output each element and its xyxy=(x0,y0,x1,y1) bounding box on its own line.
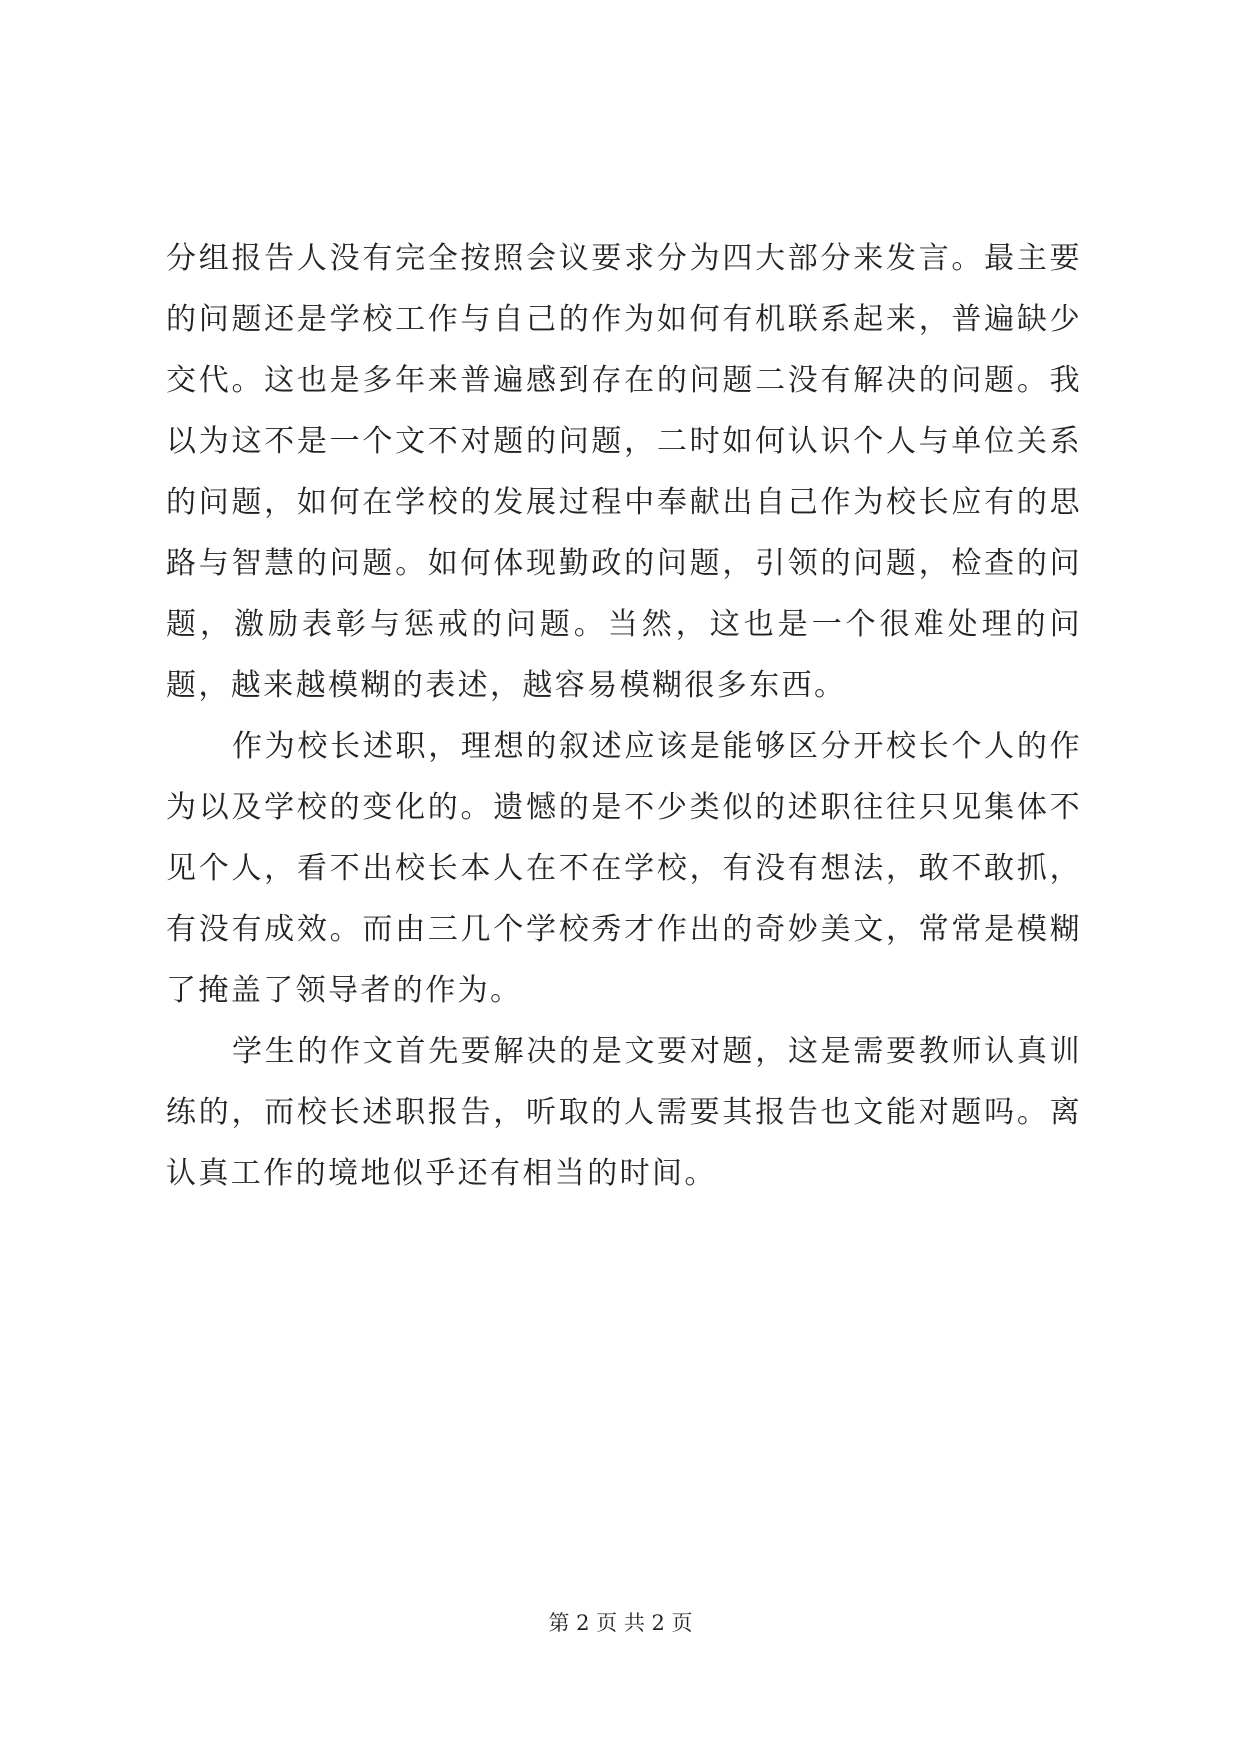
page-number-footer: 第 2 页 共 2 页 xyxy=(548,1611,693,1635)
paragraph-2: 作为校长述职，理想的叙述应该是能够区分开校长个人的作为以及学校的变化的。遗憾的是不少类似的述职往往只见集体不见个人，看不出校长本人在不在学校，有没有想法，敢不敢抓，有没有成效。而由三几个学校秀才作出的奇妙美文，常常是模糊了掩盖了领导者的作为。 xyxy=(166,729,1082,1008)
paragraph-3: 学生的作文首先要解决的是文要对题，这是需要教师认真训练的，而校长述职报告，听取的人需要其报告也文能对题吗。离认真工作的境地似乎还有相当的时间。 xyxy=(166,1034,1082,1191)
document-body xyxy=(166,228,1082,1204)
paragraph-1: 分组报告人没有完全按照会议要求分为四大部分来发言。最主要的问题还是学校工作与自己的作为如何有机联系起来，普遍缺少交代。这也是多年来普遍感到存在的问题二没有解决的问题。我以为这不是一个文不对题的问题，二时如何认识个人与单位关系的问题，如何在学校的发展过程中奉献出自己作为校长应有的思路与智慧的问题。如何体现勤政的问题，引领的问题，检查的问题，激励表彰与惩戒的问题。当然，这也是一个很难处理的问题，越来越模糊的表述，越容易模糊很多东西。 xyxy=(166,241,1082,703)
